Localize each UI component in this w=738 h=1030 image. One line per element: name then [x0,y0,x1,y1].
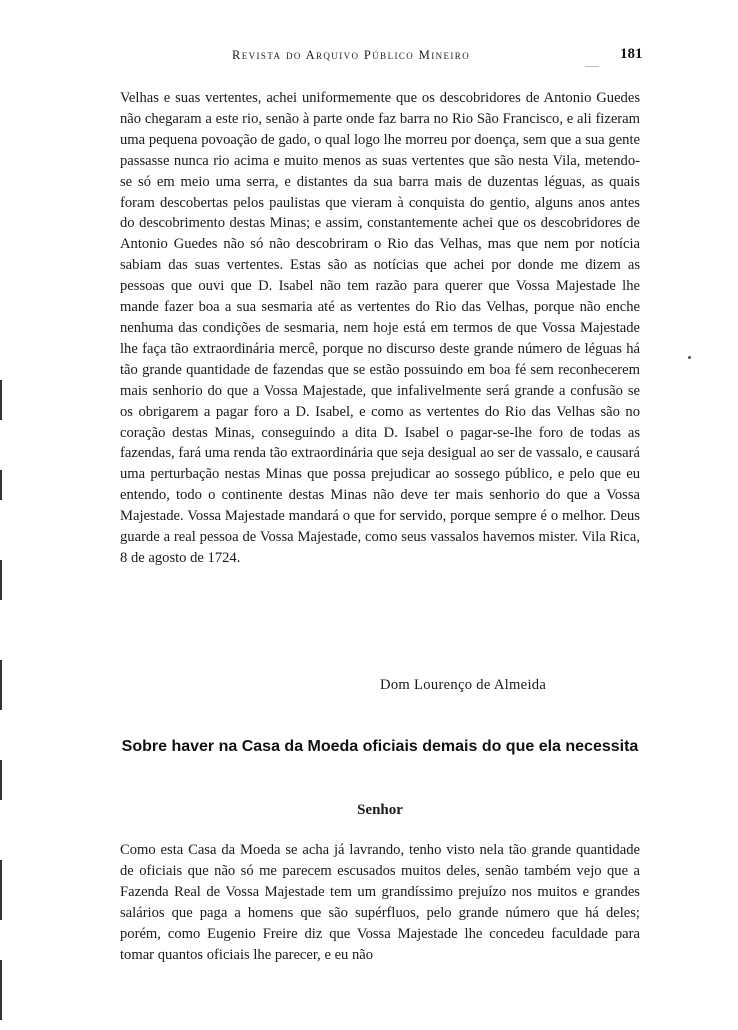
section-body: Como esta Casa da Moeda se acha já lavrando, tenho visto nela tão grande quantidade de oficiais que não só me parecem escusados muitos deles, senão também vejo que a Fazenda Real de Vossa Majestade tem um grandíssimo prejuízo nos muitos e grandes salários que paga a homens que são supérfluos, pelo grande número que há deles; porém, como Eugenio Freire diz que Vossa Majestade lhe concedeu faculdade para tomar quantos oficiais lhe parecer, e eu não [120,842,640,963]
scan-edge-mark [0,960,2,1020]
margin-mark [688,356,691,359]
running-header: Revista do Arquivo Público Mineiro [232,48,471,62]
page-number: 181 [620,46,643,62]
header-mark [585,66,599,67]
scan-edge-mark [0,760,2,800]
scan-edge-mark [0,380,2,420]
salutation: Senhor [357,802,403,818]
scan-edge-mark [0,560,2,600]
section-title: Sobre haver na Casa da Moeda oficiais demais do que ela necessita [121,738,639,755]
scan-edge-mark [0,860,2,920]
letter-body: Velhas e suas vertentes, achei uniformemente que os descobridores de Antonio Guedes não chegaram a este rio, senão à parte onde faz barra no Rio São Francisco, e ali fizeram uma pequena povoação de gado, o qual logo lhe morreu por doença, sem que a sua gente passasse nunca rio acima e muito menos as suas vertentes que são nesta Vila, metendo-se só em meio uma serra, e distantes da sua barra mais de duzentas léguas, as quais foram descobertas pelos paulistas que vieram à conquista do gentio, alguns anos antes do descobrimento destas Minas; e assim, constantemente achei que os descobridores de Antonio Guedes não só não descobriram o Rio das Velhas, mas que nem por notícia sabiam das suas vertentes. Estas são as notícias que achei por donde me dizem as pessoas que ouvi que D. Isabel não tem razão para querer que Vossa Majestade lhe mande fazer boa a sua sesmaria até as vertentes do Rio das Velhas, porque não enche nenhuma das condições de sesmaria, nem hoje está em termos de que Vossa Majestade lhe faça tão extraordinária mercê, porque no discurso deste grande número de léguas há tão grande quantidade de fazendas que se estão possuindo em boa fé sem reconhecerem mais senhorio do que a Vossa Majestade, que infalivelmente será grande a confusão se os obrigarem a pagar foro a D. Isabel, e como as vertentes do Rio das Velhas são no coração destas Minas, conseguindo a dita D. Isabel o pagar-se-lhe foro de todas as fazendas, fará uma renda tão extraordinária que seja desigual ao ser de vassalo, e causará uma perturbação nestas Minas que possa prejudicar ao sossego público, e pelo que eu entendo, todo o continente destas Minas não deve ter mais senhorio do que a Vossa Majestade. Vossa Majestade mandará o que for servido, porque sempre é o melhor. Deus guarde a real pessoa de Vossa Majestade, como seus vassalos havemos mister. Vila Rica, 8 de agosto de 1724. [120,90,640,566]
scan-edge-mark [0,660,2,710]
scan-edge-mark [0,470,2,500]
signature: Dom Lourenço de Almeida [380,677,547,693]
